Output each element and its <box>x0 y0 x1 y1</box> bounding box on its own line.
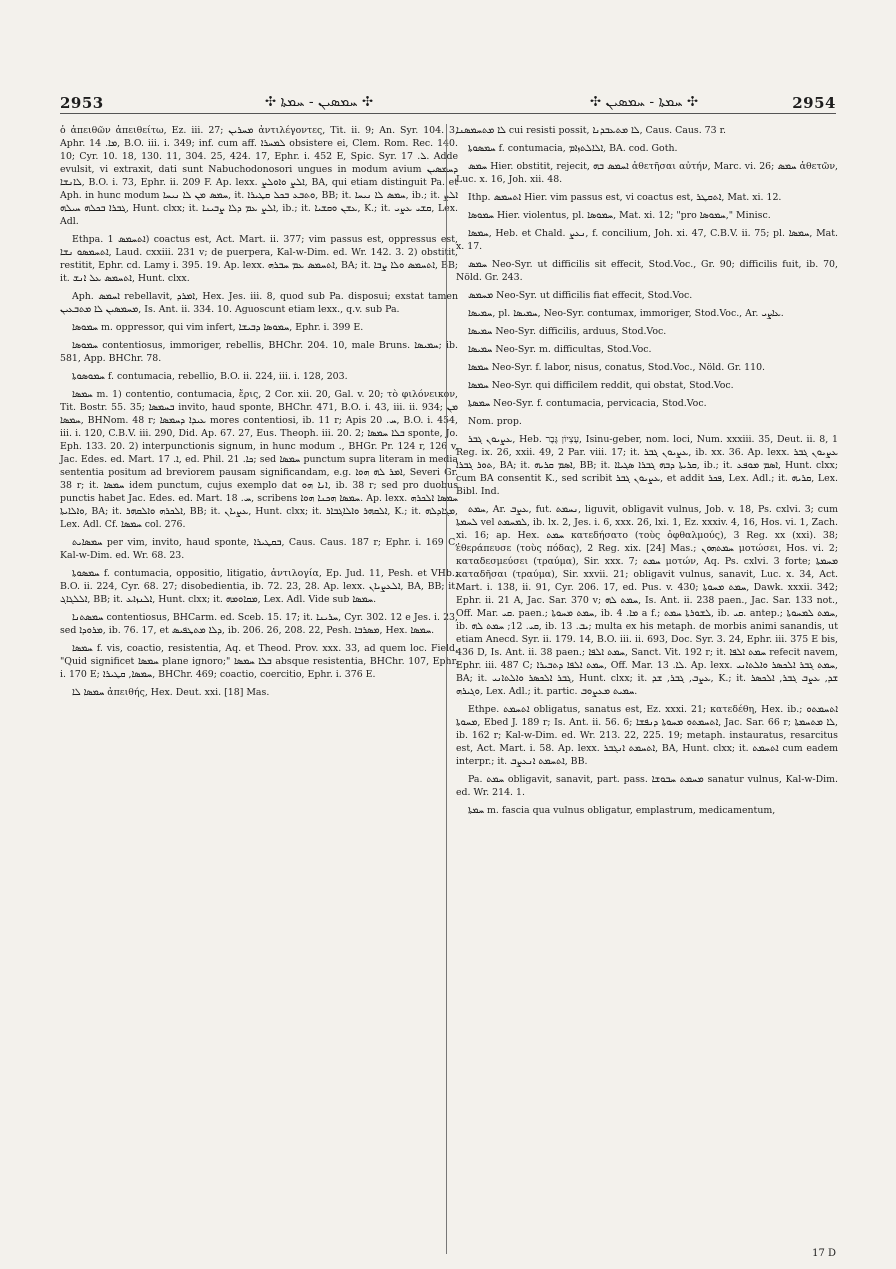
entry-paragraph: ܚܡܘܣܐ contentiosus, immoriger, rebellis, BHChr. 204. 10, male Bruns. ܚܡܝܣܐ; ib. 581, App. BHChr. 78. <box>60 340 458 364</box>
entry-paragraph: ܚܡܣܘܬܐ f. contumacia, ܐܠܐܠܬܙܐܡ, BA. cod. Goth. <box>468 143 678 154</box>
entry-paragraph: ܚܡܝܣܐ Neo-Syr. difficilis, arduus, Stod.Voc. <box>468 326 667 337</box>
page-header <box>60 94 836 122</box>
entry-paragraph: ܚܡܘܣܐ m. oppressor, qui vim infert, ܚܡܘܣܐ ܕܒܝܫܐ, Ephr. i. 399 E. <box>72 322 364 333</box>
header-rule <box>60 113 836 114</box>
left-column <box>60 124 458 704</box>
entry-paragraph: Nom. prop. <box>468 416 522 427</box>
right-column <box>456 124 838 822</box>
entry-paragraph: ܚܡܘܣܘܬܐ f. contumacia, rebellio, B.O. ii. 224, iii. i. 128, 203. <box>72 371 348 382</box>
entry-paragraph: ܚܡܣܐܝܬ per vim, invito, haud sponte, ܒܩܛܝܪܐ, Caus. Caus. 187 r; Ephr. i. 169 C, Kal-w-Dim. ed. Wr. 68. 23. <box>60 537 458 561</box>
entry-paragraph: ܚܡܣܐ, Heb. et Chald. ܢܥܨ, f. concilium, Joh. xi. 47, C.B.V. ii. 75; pl. ܚܡܣܐ, Mat. x. 17. <box>456 228 839 252</box>
entry-paragraph: ܚܡܣܐ Neo-Syr. f. labor, nisus, conatus, Stod.Voc., Nöld. Gr. 110. <box>468 362 766 373</box>
entry-paragraph: Aph. ܐܚܡܣ rebellavit, ܐܡܪܕ, Hex. Jes. iii. 8, quod sub Pa. disposui; exstat tamen ܡܚܡܣܝܢ ܠܐ ܡܬܒܥܝܢ, Is. Ant. ii. 334. 10. Aguoscunt etiam lexx., q.v. sub Pa. <box>60 291 458 315</box>
entry-paragraph: ܠܐ ܡܬܚܡܣܢܐ cui resisti possit, ܠܐ ܡܬܥܒܕܢܐ, Caus. Caus. 73 r. <box>456 125 727 136</box>
entry-paragraph: ܚܡܣܐ ܠܐ ἀπειθής, Hex. Deut. xxi. [18] Mas. <box>72 687 270 698</box>
entry-paragraph: Ethpe. ܐܬܚܡܬ obligatus, sanatus est, Ez. xxxi. 21; κατεδέθη, Hex. ib.; ܐܬܚܡܬܘ ܡܚܘܬܐ, Ebed J. 189 r; Is. Ant. ii. 56. 6; ܐܬܚܡܬܘ ܡܚܘܬܐ ܕܢܦܫܐ, Jac. Sar. 66 r; ܠܐ ܡܬܚܡܬܐ, ib. 162 r; Kal-w-Dim. ed. Wr. 213. 22, 225. 19; metaph. instauratus, resarcitus est, Act. Mart. i. 58. Ap. lexx. ܐܬܚܡܬ ܐܢܓܒܪ, BA, Hunt. clxx; it. ܐܬܚܡܬ cum eadem interpr.; it. ܐܬܚܡܬ ܐܢܥܨܒ, BB. <box>456 704 839 767</box>
running-head-left: ✣ ܚܡܣܝܢ - ܚܡܬܐ ✣ <box>265 94 374 110</box>
entry-paragraph: ܚܡܣܐ m. 1) contentio, contumacia, ἔρις, 2 Cor. xii. 20, Gal. v. 20; τὸ φιλόνεικον, Tit. Bostr. 55. 35; ܒܚܡܣܐ invito, haud sponte, BHChr. 471, B.O. i. 43, iii. ii. 934; ܡܢ ܚܡܣܐ, BHNom. 48 r; ܥܝܕܐ ܕܚܡܣܐ mores contentiosi, ib. 11 r; Apis ܚ. 20, B.O. i. 454, iii. i. 120, C.B.V. iii. 290, Did. Ap. 67. 27, Eus. Theoph. iii. 20. 2; ܒܠܐ ܚܡܣܐ sponte, Jo. Eph. 133. 20. 2) interpunctionis signum, in hunc modum ., BHGr. Pr. 124 r, 126 v, Jac. Edes. ed. Mart. ܐ. 17, ed. Phil. ܟܐ. 21; sed ܚܡܣܐ punctum supra literam in media sententia positum ad breviorem pausam significandam, e.g. ܐܡܪ ܠܗ ܗܘܐ, Severi Gr. 38 r; it. ܚܡܣܐ idem punctum, cujus exemplo dat ܐܢܐ ܗܘ, ib. 38 r; sed pro duobus punctis habet Jac. Edes. ed. Mart. ܚ. 18, scribens ܚܡܣܐ ܗܟܢܐ ܗܘܐ. Ap. lexx. ܚܡܣܐ ܐܠܟܪܗ ܘܐܠܐܝܬܐ, BA; it. ܐܠܟܪܗ ܘܐܠܩܗܪ, BB; it. ܥܨܝܐܢ, Hunt. clxx; it. ܐܠܩܗܪ ܘܐܠܐܓܒܐܪ, K.; it. ܡܓܐܕܠܗ, Lex. Adl. Cf. ܚܡܣܐ col. 276. <box>60 389 459 530</box>
entry-paragraph: ܚܡܣܬܐ Neo-Syr. f. contumacia, pervicacia, Stod.Voc. <box>468 398 707 409</box>
entry-paragraph: ܚܡܣ Neo-Syr. ut difficilis sit effecit, Stod.Voc., Gr. 90; difficilis fuit, ib. 70, Nöld. Gr. 243. <box>456 259 838 283</box>
signature-mark: 17 D <box>812 1248 836 1259</box>
entry-paragraph: ܚܡܣܘܬܐ f. contumacia, oppositio, litigatio, ἀντιλογία, Ep. Jud. 11, Pesh. et VHb.; B.O. ii. 224, Cyr. 68. 27; disobedientia, ib. 72. 23, 28. Ap. lexx. ܐܠܥܨܝܐܢ, BA, BB; it. ܐܠܠܓܐܓ, BB; it. ܐܠܢܙܐܥ, Hunt. clxx; it. ܡܩܐܘܡܗ, Lex. Adl. Vide sub ܚܡܣܐ. <box>60 568 458 605</box>
entry-paragraph: ܚܡܣ Hier. obstitit, rejecit, ܐܚܡܣ ܒܗ ἀθετῆσαι αὐτήν, Marc. vi. 26; ܚܡܣ ἀθετῶν, Luc. x. 16, Joh. xii. 48. <box>456 161 838 185</box>
entry-paragraph: ܡܚܡܣ Neo-Syr. ut difficilis fiat effecit, Stod.Voc. <box>468 290 693 301</box>
entry-paragraph: ܥܨܝܘܢ ܓܒܪ, Heb. עֶצְיוֹן גֶּבֶר, Isinu-geber, nom. loci, Num. xxxiii. 35, Deut. ii. 8, 1 Reg. ix. 26, xxii. 49, 2 Par. viii. 17; it. ܥܨܝܘܢ ܓܒܪ, ib. xx. 36. Ap. lexx. ܥܨܝܘܢ ܓܒܪ ܬܘܪ ܓܒܪܐ, BA; it. ܐܣܡ ܩܪܝܗ, BB; it. ܩܪܝܬܐ ܕܒܗ ܓܒܪܐ ܣܓܝܐܐ, ib.; it. ܐܣܡ ܡܘܦܥ, Hunt. clxx; cum BA consentit K., sed scribit ܥܨܝܘܢ ܓܒܪ, et addit ܦܟܪ, Lex. Adl.; it. ܩܪܝܗ, Lex. Bibl. Ind. <box>456 434 839 497</box>
column-divider <box>446 124 447 1254</box>
entry-paragraph: ܚܡܣܬܢܐ contentiosus, BHCarm. ed. Sceb. 15. 17; it. ܚܪܝܢܐ, Cyr. 302. 12 e Jes. i. 23, sed ܡܪܘܕܐ, ib. 76. 17, et ܕܠܐ ܡܬܛܦܝܣ, ib. 206. 26, 208. 22, Pesh. ܡܣܪܒܐ, Hex. ܚܡܣܐ. <box>60 612 458 636</box>
entry-paragraph: ὁ ἀπειθῶν ἀπειθείτω, Ez. iii. 27; ܡܚܪܝܢ ἀντιλέγοντες, Tit. ii. 9; An. Syr. 104. 3, Aphr. ܡܐ. 14, B.O. iii. i. 349; inf. cum aff. ܠܡܚܪܐ obsistere ei, Clem. Rom. Rec. 140. 10; Cyr. 10. 18, 130. 11, 304. 25, 424. 17, Ephr. i. 452 E, Spic. Syr. ܠ. 17. Adde evulsit, vi extraxit, dati sunt Nabuchodonosori ungues in modum avium ܕܚܡܣܝܢ ܠܐܢܫܐ, B.O. i. 73, Ephr. ii. 209 F. Ap. lexx. ܐܠܨ ܘܐܘܠܨ, BA, qui etiam distinguit Pa. et Aph. in hunc modum ܚܡܣ ܡܢ ܠܐ ܢܝܚܐ, it. ܘܬܒܥ ܒܟܠ ܩܛܝܪܐ, BB; it. ܚܡܣ ܠܐ ܢܝܚܐ, ib.; it. ܐܠܨ ܓܒܪܐ ܒܟܠܗ ܚܝܠܗ, Hunt. clxx; it. ܐܠܨ ܥܡ ܕܠܐ ܨܒܝܢܐ, ib.; it. ܥܫܢ ܘܩܫܝܐ, K.; it. ܩܫܝ ܥܨܝ, Lex. Adl. <box>60 125 459 227</box>
entry-paragraph: ܚܡܬܐ m. fascia qua vulnus obligatur, emplastrum, medicamentum, <box>468 805 776 816</box>
page-number-left: 2953 <box>60 94 104 112</box>
entry-paragraph: ܚܡܝܣܐ, pl. ܚܡܝܣܐ, Neo-Syr. contumax, immoriger, Stod.Voc., Ar. ܥܐܨܝ. <box>468 308 784 319</box>
entry-paragraph: Pa. ܚܡܬ obligavit, sanavit, part. pass. ܡܚܡܬ ܚܒܘܫܐ sanatur vulnus, Kal-w-Dim. ed. Wr. 214. 1. <box>456 774 838 798</box>
entry-paragraph: ܚܡܘܣܐ Hier. violentus, pl. ܚܡܘܣܐ, Mat. xi. 12; "pro ܚܡܘܣܐ," Minisc. <box>468 210 771 221</box>
entry-paragraph: ܚܡܣܐ Neo-Syr. qui difficilem reddit, qui obstat, Stod.Voc. <box>468 380 734 391</box>
entry-paragraph: ܚܡܝܣܐ Neo-Syr. m. difficultas, Stod.Voc. <box>468 344 652 355</box>
entry-paragraph: ܚܡܬ, Ar. ܥܨܒ, fut. ܢܚܡܬ, liguvit, obligavit vulnus, Job. v. 18, Ps. cxlvi. 3; cum ܠܚܡܬܐ vel ܠܡܚܡܬ, ib. lx. 2, Jes. i. 6, xxx. 26, lxi. 1, Ez. xxxiv. 4, 16, Hos. vi. 1, Zach. xi. 16; ap. Hex. ܚܡܬ κατεδήσατο (τοὺς ὀφθαλμούς), 3 Reg. xx (xxi). 38; ἐθεράπευσε (τοὺς πόδας), 2 Reg. xix. [24] Mas.; ܚܡܬܗܘܢ μοτώσει, Hos. vi. 2; καταδεσμεύσει (τραύμα), Sir. xxx. 7; ܚܡܬ μοτών, Aq. Ps. cxlvi. 3 forte; ܡܚܡܬܐ καταδῆσαι (τραύμα), Sir. xxvii. 21; obligavit vulnus, sanavit, Luc. x. 34, Act. Mart. i. 138, ii. 91, Cyr. 206. 17, ed. Pus. v. 430; ܚܡܬ ܡܚܘܬܐ, Dawk. xxxii. 342; Ephr. ii. 21 A, Jac. Sar. 370 v; ܚܡܬ ܠܗ, Is. Ant. ii. 238 paen., Jac. Sar. 133 not., Off. Mar. ܩܝ. paen.; ܚܡܬ ܡܚܘܬܐ, ib. ܡܐ. 4 a f.; ܠܫܘܪܬܐ ܚܡܬ, ib. ܩܝ. antep.; ܚܡܬ ܠܡܚܘܬܐ, ib. ܩܝ. 12; ܚܡܬ ܠܗ, ib. ܝܒ. 13; multa ex his metaph. de morbis animi sanandis, ut etiam Anecd. Syr. ii. 179. 14, B.O. iii. ii. 693, Doc. Syr. 3. 24, Ephr. iii. 375 E bis, 436 D, Is. Ant. ii. 38 paen.; ܚܡܬ ܐܠܦܐ, Sanct. Vit. 192 r; it. ܚܡܬ ܐܠܦܐ refecit navem, Ephr. iii. 487 C; ܚܡܬ ܐܠܦܐ ܕܬܒܝܪܐ, Off. Mar. ܠܐ. 13. Ap. lexx. ܚܡܬ ܓܒܪ ܐܠܟܣܪ ܘܐܠܬܐܢܝ, BA; it. ܓܒܪ ܐܠܟܣܪ ܘܐܠܬܐܢܝ, Hunt. clxx; it. ܥܨܒ, ܓܒܪ, ܫܕ, K.; it. ܫܕ, ܥܨܒ ܓܒܪ, ܐܠܟܣܪ ܘܓܝܪܗ, Lex. Adl.; it. partic. ܚܡܝܬ ܡܥܨܘܒ. <box>456 504 839 697</box>
entry-paragraph: ܚܡܣܐ f. vis, coactio, resistentia, Aq. et Theod. Prov. xxx. 33, ad quem loc. Field, "Quid significet ܚܡܣܐ plane ignoro;" ܒܠܐ ܚܡܣܐ absque resistentia, BHChr. 107, Ephr. i. 170 E; ܚܡܣܐ, ܩܛܝܪܐ, BHChr. 469; coactio, coercitio, Ephr. i. 376 E. <box>60 643 458 680</box>
entry-paragraph: Ethpa. ܐܬܚܡܣ 1) coactus est, Act. Mart. ii. 377; vim passus est, oppressus est, ܐܬܚܡܣܘ ܢܫܐ, Laud. cxxiii. 231 v; de puerpera, Kal-w-Dim. ed. Wr. 142. 3. 2) obstitit, restitit, Ephr. cd. Lamy i. 395. 19. Ap. lexx. ܐܬܚܡܣ ܥܡ ܚܒܪܗ, BA; it. ܐܬܚܡܣ ܘܠܐ ܨܒܐ, BB; it. ܐܬܚܡܣ ܥܠ ܐܢܫ, Hunt. clxx. <box>60 234 459 284</box>
entry-paragraph: Ithp. ܐܬܚܡܣ Hier. vim passus est, vi coactus est, ܐܬܩܛܪ, Mat. xi. 12. <box>468 192 782 203</box>
page-number-right: 2954 <box>792 94 836 112</box>
running-head-right: ✣ ܚܡܬܐ - ܚܡܣܝܢ ✣ <box>590 94 699 110</box>
